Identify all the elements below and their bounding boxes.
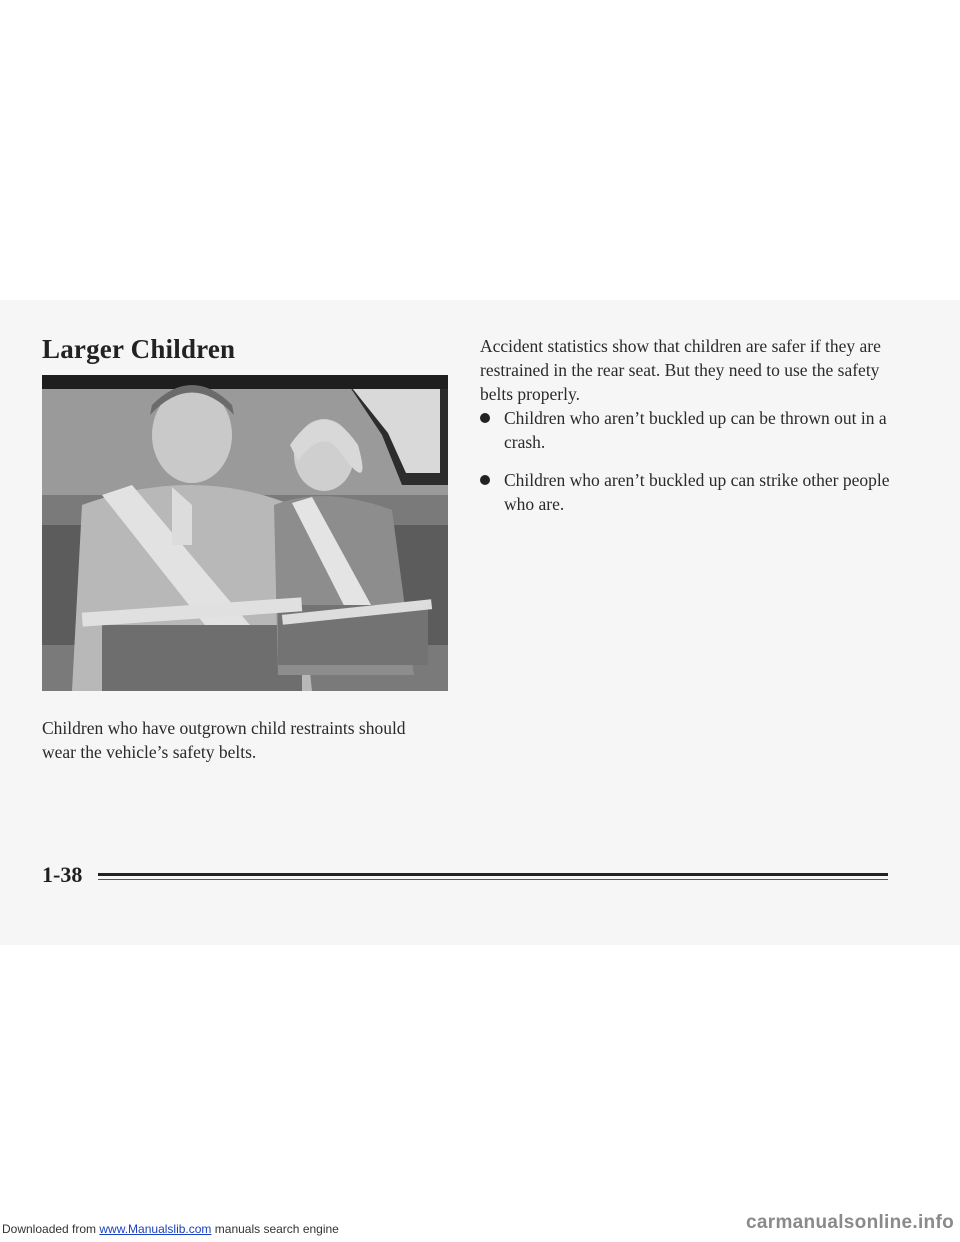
list-item (480, 406, 900, 454)
manualslib-link[interactable]: www.Manualslib.com (99, 1222, 212, 1236)
illustration-caption: Children who have outgrown child restraints should wear the vehicle’s safety belts. (42, 718, 406, 762)
download-suffix: manuals search engine (211, 1222, 339, 1236)
download-prefix: Downloaded from (2, 1222, 100, 1236)
intro-paragraph: Accident statistics show that children are safer if they are restrained in the rear seat. But they need to use the safety belts properly. (480, 336, 881, 404)
bullet-list (480, 406, 900, 530)
bullet-icon (480, 413, 490, 423)
bullet-text: Children who aren’t buckled up can be thrown out in a crash. (504, 408, 887, 452)
footer-rule-thin (98, 879, 888, 880)
watermark-logo: carmanualsonline.info (746, 1212, 954, 1233)
page-number: 1-38 (42, 862, 83, 887)
list-item (480, 468, 900, 516)
download-credit (2, 1222, 339, 1236)
footer-rule (98, 873, 888, 876)
section-heading: Larger Children (42, 334, 236, 364)
bullet-icon (480, 475, 490, 485)
bullet-text: Children who aren’t buckled up can strike other people who are. (504, 470, 890, 514)
children-in-rear-seat-illustration (42, 375, 448, 691)
